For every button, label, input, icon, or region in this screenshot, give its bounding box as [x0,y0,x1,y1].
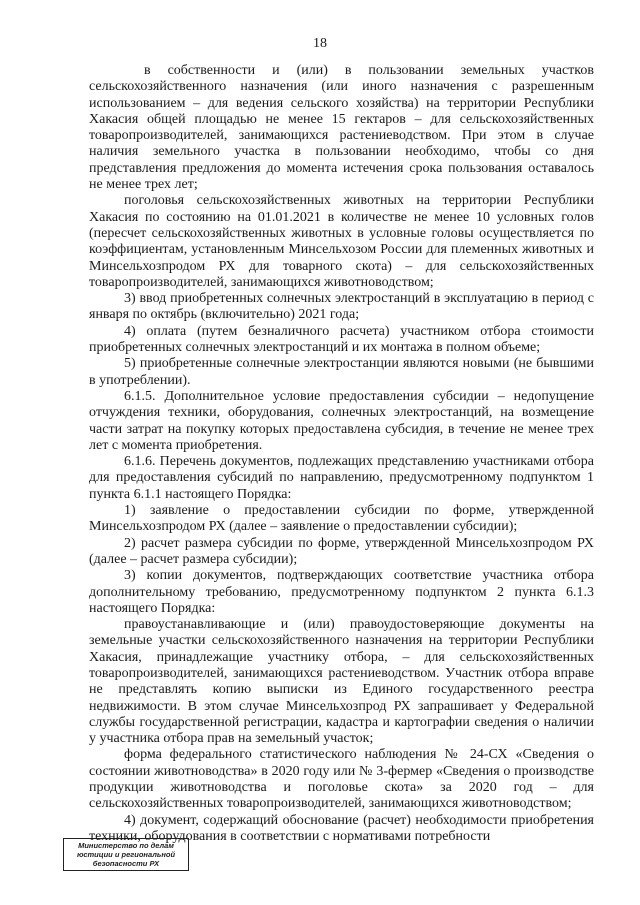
paragraph: 3) ввод приобретенных солнечных электростанций в эксплуатацию в период с января по октябрь (включительно) 2021 года; [89,291,594,323]
paragraph: 4) оплата (путем безналичного расчета) участником отбора стоимости приобретенных солнечных электростанций и их монтажа в полном объеме; [89,323,594,356]
stamp-line: безопасности РХ [92,859,160,868]
paragraph: 4) документ, содержащий обоснование (расчет) необходимости приобретения техники, оборудования в соответствии с нормативами потребности [89,812,594,844]
paragraph: поголовья сельскохозяйственных животных на территории Республики Хакасия по состоянию на 01.01.2021 в количестве не менее 10 условных голов (пересчет сельскохозяйственных животных в условные головы осуществляется по коэффициентам, установленным Минсельхозом России для племенных животных и Минсельхозпродом РХ для товарного скота) – для сельскохозяйственных товаропроизводителей, занимающихся животноводством; [89,193,594,290]
stamp-line: юстиции и региональной [76,850,176,859]
paragraph: 2) расчет размера субсидии по форме, утвержденной Минсельхозпродом РХ (далее – расчет размера субсидии); [89,535,594,567]
document-body [89,63,594,845]
paragraph: в собственности и (или) в пользовании земельных участков сельскохозяйственного назначения (или иного назначения с разрешенным использованием – для ведения сельского хозяйства) на территории Республики Хакасия общей площадью не менее 15 гектаров – для сельскохозяйственных товаропроизводителей, занимающихся растениеводством. При этом в случае наличия земельного участка в пользовании необходимо, чтобы со дня представления предложения до момента истечения срока пользования оставалось не менее трех лет; [89,63,594,193]
paragraph: 6.1.5. Дополнительное условие предоставления субсидии – недопущение отчуждения техники, оборудования, солнечных электростанций, на возмещение части затрат на покупку которых предоставлена субсидия, в течение не менее трех лет с момента приобретения. [89,388,594,453]
page-number: 18 [313,36,327,51]
paragraph: 5) приобретенные солнечные электростанции являются новыми (не бывшими в употреблении). [89,356,594,388]
paragraph: форма федерального статистического наблюдения № 24-СХ «Сведения о состоянии животноводства» в 2020 году или № 3-фермер «Сведения о производстве продукции животноводства и поголовье скота» за 2020 год – для сельскохозяйственных товаропроизводителей, занимающихся животноводством; [89,747,594,812]
paragraph: 6.1.6. Перечень документов, подлежащих представлению участниками отбора для предоставления субсидий по направлению, предусмотренному подпунктом 1 пункта 6.1.1 настоящего Порядка: [89,454,594,502]
paragraph: правоустанавливающие и (или) правоудостоверяющие документы на земельные участки сельскохозяйственного назначения на территории Республики Хакасия, принадлежащие участнику отбора, – для сельскохозяйственных товаропроизводителей, занимающихся растениеводством. Участник отбора вправе не представлять копию выписки из Единого государственного реестра недвижимости. В этом случае Минсельхозпрод РХ запрашивает у Федеральной службы государственной регистрации, кадастра и картографии сведения о наличии у участника отбора прав на земельный участок; [89,617,594,747]
ministry-stamp [63,838,189,871]
paragraph: 3) копии документов, подтверждающих соответствие участника отбора дополнительному требованию, предусмотренному подпунктом 2 пункта 6.1.3 настоящего Порядка: [89,568,594,616]
stamp-line: Министерство по делам [78,841,174,850]
paragraph: 1) заявление о предоставлении субсидии по форме, утвержденной Минсельхозпродом РХ (далее – заявление о предоставлении субсидии); [89,503,594,535]
